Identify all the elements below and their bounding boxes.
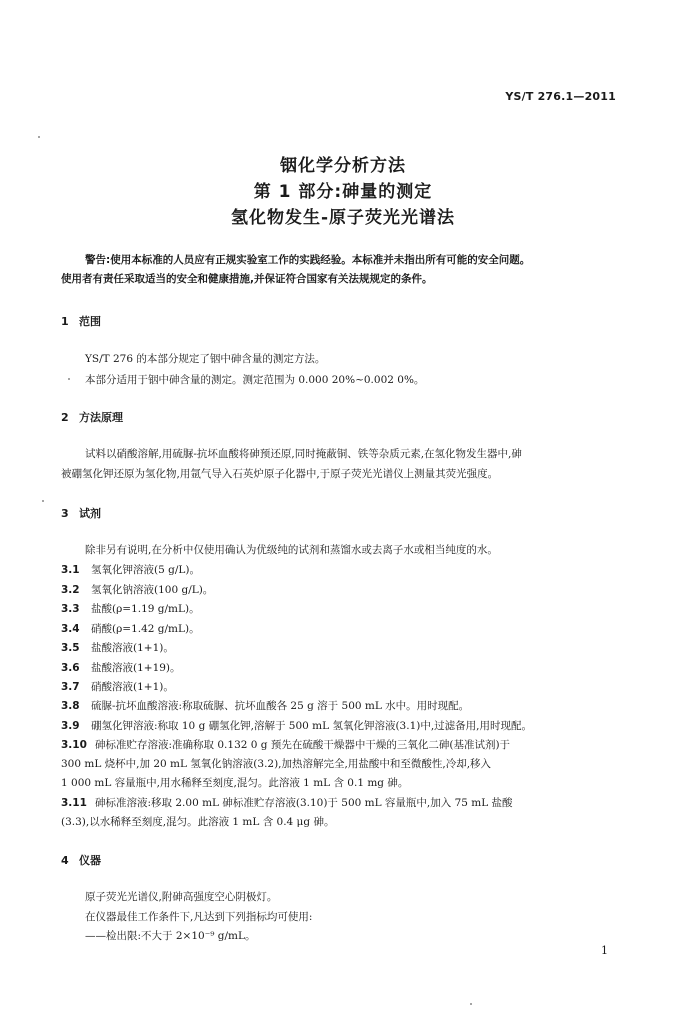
warning-line-1: 警告:使用本标准的人员应有正规实验室工作的实践经验。本标准并未指出所有可能的安全问题。 [85, 254, 531, 266]
reagent-item: 3.2 氢氧化钠溶液(100 g/L)。 [61, 584, 214, 596]
section-number: 2 [61, 411, 69, 424]
reagent-item: 3.4 硝酸(ρ=1.42 g/mL)。 [61, 623, 200, 635]
section-heading-instrument [61, 852, 101, 868]
reagent-item: 3.1 氢氧化钾溶液(5 g/L)。 [61, 564, 200, 576]
section-heading-scope [61, 313, 101, 329]
instrument-line-3: ——检出限:不大于 2×10⁻⁹ g/mL。 [85, 930, 256, 942]
instrument-line-1: 原子荧光光谱仪,附砷高强度空心阴极灯。 [85, 891, 278, 903]
section-title: 范围 [79, 315, 101, 328]
section-number: 3 [61, 507, 69, 520]
reagent-item: 3.7 硝酸溶液(1+1)。 [61, 681, 174, 693]
scan-speck [470, 1003, 472, 1005]
reagent-3-10-line-3: 1 000 mL 容量瓶中,用水稀释至刻度,混匀。此溶液 1 mL 含 0.1 mg 砷。 [61, 777, 409, 789]
reagent-item: 3.8 硫脲-抗坏血酸溶液:称取硫脲、抗坏血酸各 25 g 溶于 500 mL 水中。用时现配。 [61, 700, 470, 712]
reagent-item: 3.9 硼氢化钾溶液:称取 10 g 硼氢化钾,溶解于 500 mL 氢氧化钾溶液(3.1)中,过滤备用,用时现配。 [61, 720, 533, 732]
title-line-1: 铟化学分析方法 [280, 156, 406, 176]
reagent-item-3-10: 3.10 砷标准贮存溶液:准确称取 0.132 0 g 预先在硫酸干燥器中干燥的三氧化二砷(基准试剂)于 [61, 739, 511, 751]
reagent-item: 3.3 盐酸(ρ=1.19 g/mL)。 [61, 603, 200, 615]
principle-line-1: 试料以硝酸溶解,用硫脲-抗坏血酸将砷预还原,同时掩蔽铜、铁等杂质元素,在氢化物发生器中,砷 [85, 448, 522, 460]
section-title: 方法原理 [79, 411, 123, 424]
scope-line-2: 本部分适用于铟中砷含量的测定。测定范围为 0.000 20%~0.002 0%。 [85, 374, 425, 386]
section-heading-principle [61, 409, 123, 425]
principle-line-2: 被硼氢化钾还原为氢化物,用氩气导入石英炉原子化器中,于原子荧光光谱仪上测量其荧光强度。 [61, 468, 499, 480]
reagent-3-11-line-2: (3.3),以水稀释至刻度,混匀。此溶液 1 mL 含 0.4 μg 砷。 [61, 816, 335, 828]
section-number: 1 [61, 315, 69, 328]
section-heading-reagents [61, 505, 101, 521]
scan-speck [42, 500, 44, 502]
reagents-intro: 除非另有说明,在分析中仅使用确认为优级纯的试剂和蒸馏水或去离子水或相当纯度的水。 [85, 544, 498, 556]
standard-code: YS/T 276.1—2011 [505, 90, 616, 103]
reagent-item: 3.6 盐酸溶液(1+19)。 [61, 662, 181, 674]
section-number: 4 [61, 854, 69, 867]
title-line-3: 氢化物发生-原子荧光光谱法 [230, 208, 456, 228]
reagent-item: 3.5 盐酸溶液(1+1)。 [61, 642, 174, 654]
reagent-3-10-line-2: 300 mL 烧杯中,加 20 mL 氢氧化钠溶液(3.2),加热溶解完全,用盐酸中和至微酸性,冷却,移入 [61, 758, 492, 770]
scope-line-1: YS/T 276 的本部分规定了铟中砷含量的测定方法。 [85, 353, 326, 365]
title-line-2: 第 1 部分:砷量的测定 [253, 182, 433, 202]
scan-speck [38, 136, 40, 138]
scan-speck [68, 378, 70, 380]
section-title: 仪器 [79, 854, 101, 867]
section-title: 试剂 [79, 507, 101, 520]
reagent-item-3-11: 3.11 砷标准溶液:移取 2.00 mL 砷标准贮存溶液(3.10)于 500 mL 容量瓶中,加入 75 mL 盐酸 [61, 797, 513, 809]
warning-line-2: 使用者有责任采取适当的安全和健康措施,并保证符合国家有关法规规定的条件。 [61, 273, 433, 285]
page-number: 1 [601, 944, 608, 957]
instrument-line-2: 在仪器最佳工作条件下,凡达到下列指标均可使用: [85, 911, 313, 923]
